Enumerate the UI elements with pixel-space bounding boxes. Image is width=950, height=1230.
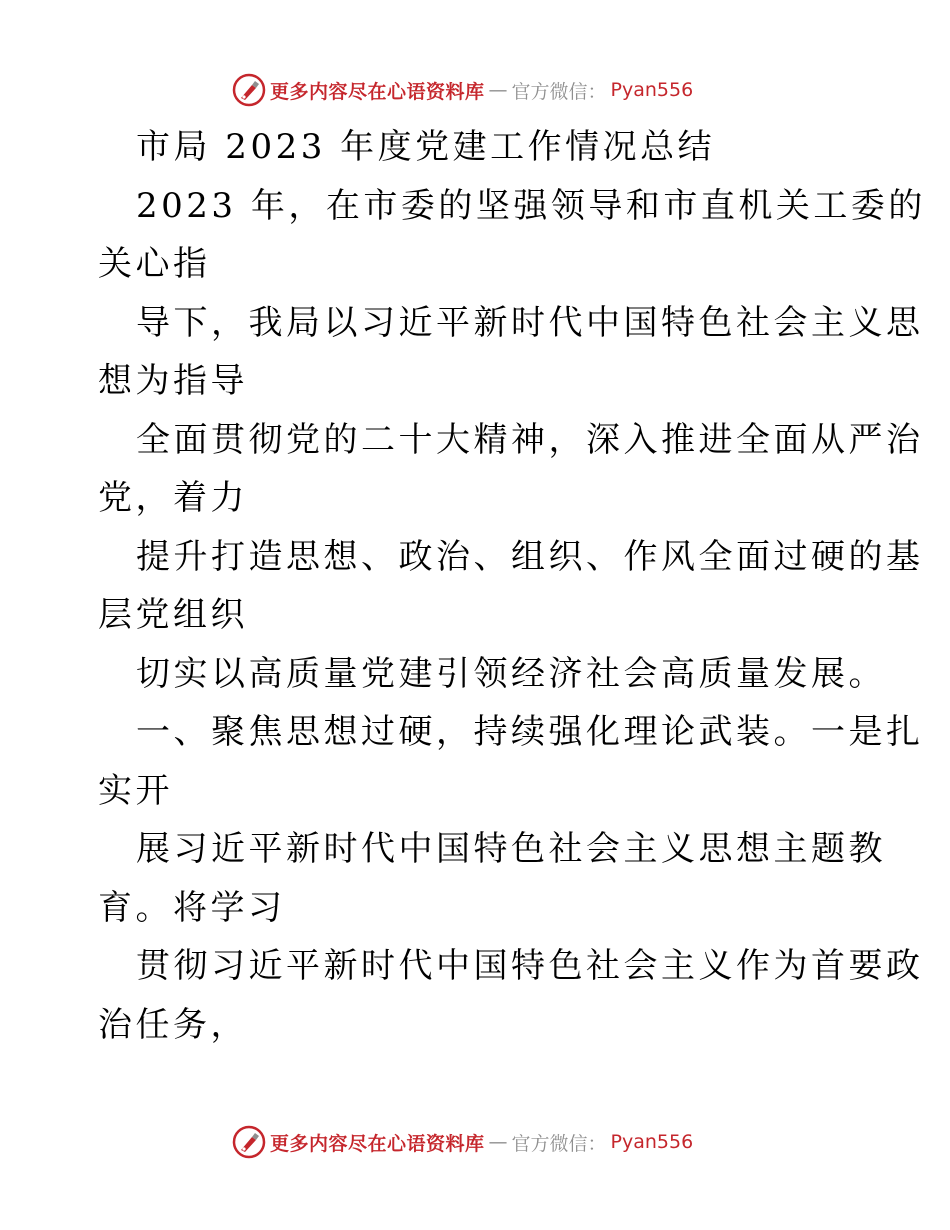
paragraph-line: 全面贯彻党的二十大精神，深入推进全面从严治 <box>136 419 924 460</box>
paragraph-line: 关心指 <box>98 244 211 284</box>
footer-brand-text: 更多内容尽在心语资料库 <box>270 1132 485 1155</box>
header-wechat-id: Pyan556 <box>610 79 694 101</box>
footer-separator: — <box>488 1131 508 1153</box>
paragraph-line: 提升打造思想、政治、组织、作风全面过硬的基 <box>136 536 924 577</box>
fountain-pen-logo-icon <box>232 73 266 107</box>
header-brand-text: 更多内容尽在心语资料库 <box>270 80 485 103</box>
footer-banner <box>232 1125 693 1159</box>
section-heading-line: 一、聚焦思想过硬，持续强化理论武装。一是扎 <box>136 712 924 752</box>
fountain-pen-logo-icon <box>232 1125 266 1159</box>
paragraph-line: 党，着力 <box>98 478 248 518</box>
header-wechat-label: 官方微信： <box>511 80 607 103</box>
header-separator: — <box>488 79 508 101</box>
footer-wechat-id: Pyan556 <box>610 1131 694 1153</box>
paragraph-line: 治任务， <box>98 1004 248 1045</box>
paragraph-line: 贯彻习近平新时代中国特色社会主义作为首要政 <box>136 946 924 986</box>
paragraph-line: 层党组织 <box>98 595 248 635</box>
paragraph-line: 实开 <box>98 770 173 811</box>
paragraph-line: 2023 年，在市委的坚强领导和市直机关工委的 <box>136 185 926 226</box>
header-banner <box>232 73 693 107</box>
paragraph-line: 育。将学习 <box>98 887 286 928</box>
document-body <box>98 118 926 1054</box>
paragraph-line: 想为指导 <box>98 361 248 401</box>
paragraph-line: 切实以高质量党建引领经济社会高质量发展。 <box>136 653 886 694</box>
paragraph-line: 导下，我局以习近平新时代中国特色社会主义思 <box>136 302 924 343</box>
footer-wechat-label: 官方微信： <box>511 1132 607 1155</box>
document-title: 市局 2023 年度党建工作情况总结 <box>136 127 716 167</box>
paragraph-line: 展习近平新时代中国特色社会主义思想主题教 <box>136 829 886 869</box>
